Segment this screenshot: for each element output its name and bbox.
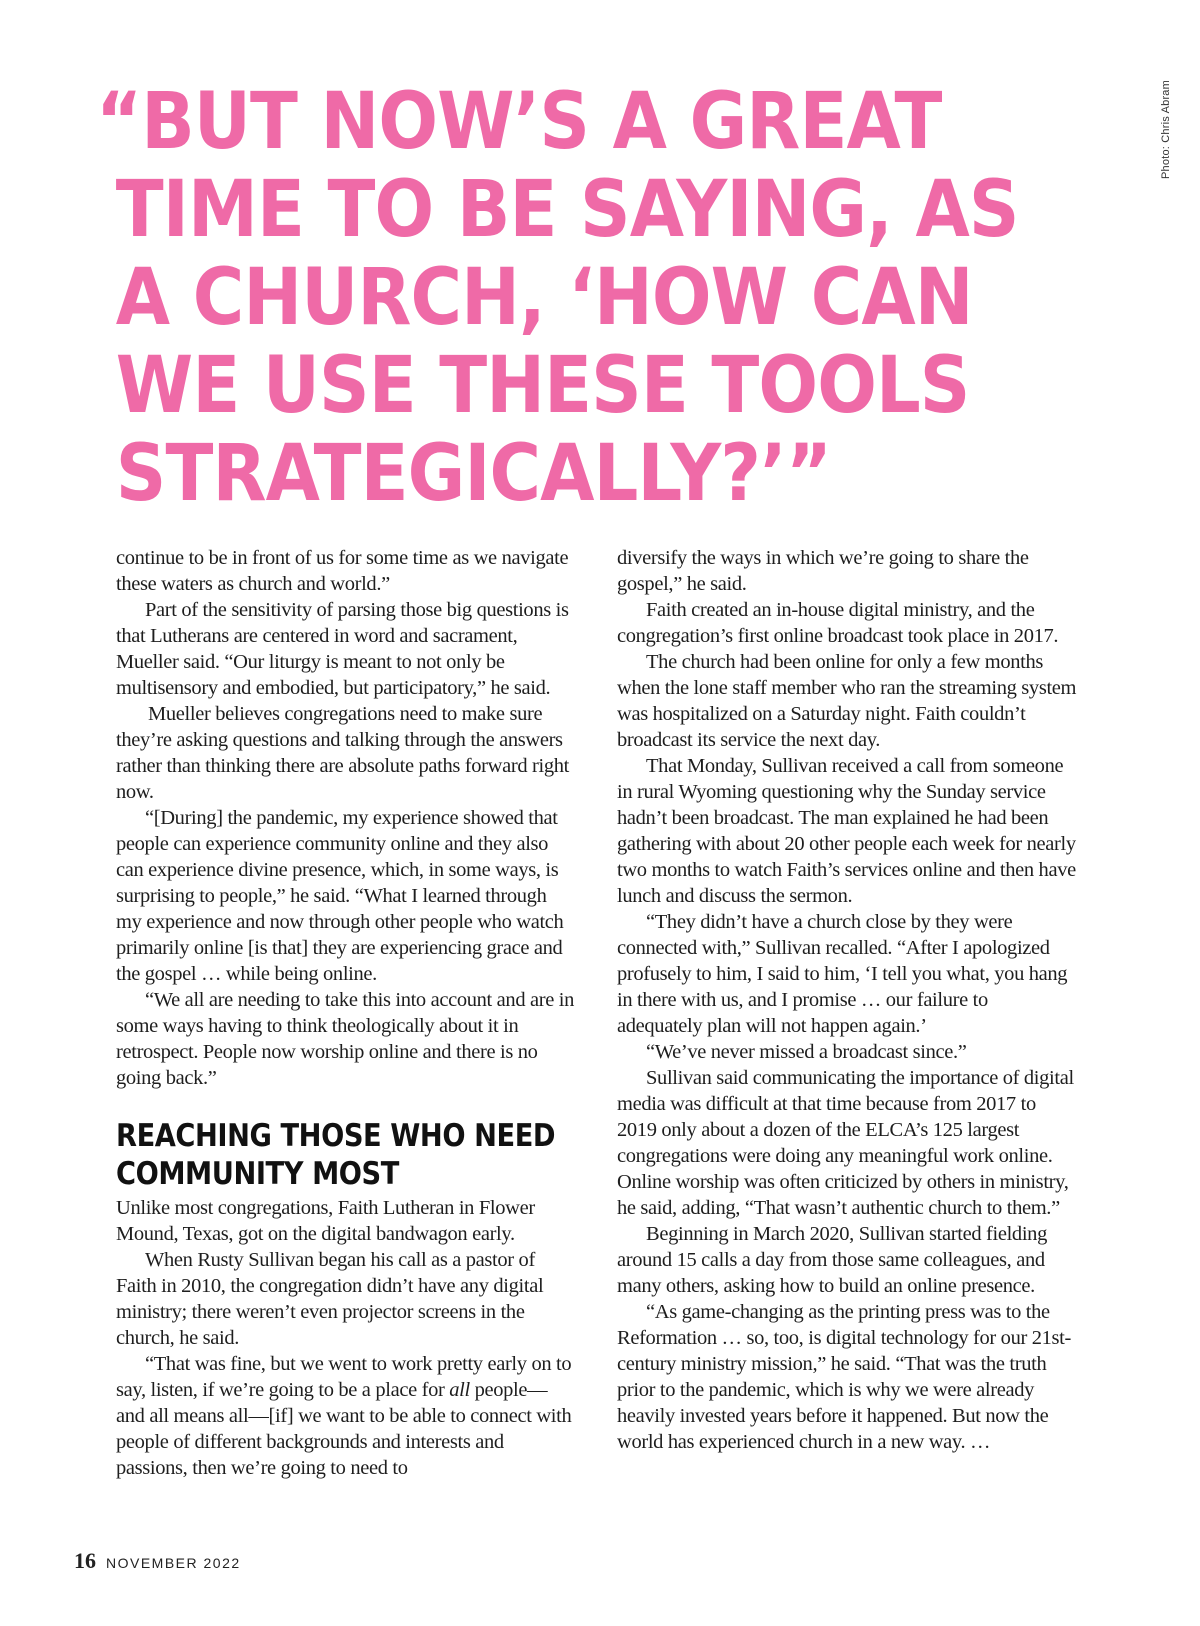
paragraph: Sullivan said communicating the importance of digital media was difficult at that time because from 2017 to 2019 only about a dozen of the ELCA’s 125 largest congregations were doing any meaningful work online. Online worship was often criticized by others in ministry, he said, adding, “That wasn’t authentic church to them.” <box>617 1067 1074 1219</box>
paragraph: Mueller believes congregations need to make sure they’re asking questions and talking through the answers rather than thinking there are absolute paths forward right now. <box>116 703 569 803</box>
issue-date: NOVEMBER 2022 <box>106 1555 241 1571</box>
paragraph: “We all are needing to take this into account and are in some ways having to think theologically about it in retrospect. People now worship online and there is no going back.” <box>116 989 574 1089</box>
pull-quote-line: WE USE THESE TOOLS <box>115 341 970 431</box>
paragraph: Unlike most congregations, Faith Lutheran in Flower Mound, Texas, got on the digital bandwagon early. <box>116 1197 535 1245</box>
pull-quote-line: A CHURCH, ‘HOW CAN <box>115 253 973 343</box>
emphasis-text: all <box>449 1379 470 1401</box>
photo-credit: Photo: Chris Abram <box>1160 80 1172 179</box>
section-subhead <box>116 1117 556 1193</box>
subhead-line: COMMUNITY MOST <box>116 1156 399 1192</box>
paragraph: The church had been online for only a few months when the lone staff member who ran the streaming system was hospitalized on a Saturday night. Faith couldn’t broadcast its service the next day. <box>617 651 1077 751</box>
paragraph: diversify the ways in which we’re going to share the gospel,” he said. <box>617 547 1029 595</box>
text-run: “That was fine, but we went to work pretty early on to say, listen, if we’re going to be a place for <box>116 1353 572 1401</box>
pull-quote-line: “BUT NOW’S A GREAT <box>96 77 942 167</box>
article-column-left <box>116 545 574 1481</box>
pull-quote <box>96 77 1019 519</box>
pull-quote-line: STRATEGICALLY?’” <box>115 429 832 519</box>
paragraph: “We’ve never missed a broadcast since.” <box>646 1041 967 1063</box>
paragraph: Beginning in March 2020, Sullivan started fielding around 15 calls a day from those same colleagues, and many others, asking how to build an online presence. <box>617 1223 1047 1297</box>
paragraph: Part of the sensitivity of parsing those big questions is that Lutherans are centered in word and sacrament, Mueller said. “Our liturgy is meant to not only be multisensory and embodied, but participatory,” he said. <box>116 599 569 699</box>
paragraph <box>116 1351 574 1481</box>
paragraph: Faith created an in-house digital ministry, and the congregation’s first online broadcast took place in 2017. <box>617 599 1059 647</box>
paragraph: “[During] the pandemic, my experience showed that people can experience community online and they also can experience divine presence, which, in some ways, is surprising to people,” he said. “What I learned through my experience and now through other people who watch primarily online [is that] they are experiencing grace and the gospel … while being online. <box>116 807 564 985</box>
article-column-right <box>617 545 1077 1455</box>
text-run: people—and all means all—[if] we want to be able to connect with people of different backgrounds and interests and passions, then we’re going to need to <box>116 1379 572 1479</box>
pull-quote-line: TIME TO BE SAYING, AS <box>115 165 1019 255</box>
paragraph: That Monday, Sullivan received a call from someone in rural Wyoming questioning why the Sunday service hadn’t been broadcast. The man explained he had been gathering with about 20 other people each week for nearly two months to watch Faith’s services online and then have lunch and discuss the sermon. <box>617 755 1076 907</box>
paragraph: When Rusty Sullivan began his call as a pastor of Faith in 2010, the congregation didn’t have any digital ministry; there weren’t even projector screens in the church, he said. <box>116 1249 544 1349</box>
subhead-line: REACHING THOSE WHO NEED <box>116 1118 556 1154</box>
paragraph: “As game-changing as the printing press was to the Reformation … so, too, is digital technology for our 21st-century ministry mission,” he said. “That was the truth prior to the pandemic, which is why we were already heavily invested years before it happened. But now the world has experienced church in a new way. … <box>617 1301 1071 1453</box>
page-number: 16 <box>74 1548 96 1573</box>
paragraph: continue to be in front of us for some time as we navigate these waters as church and world.” <box>116 547 569 595</box>
page-footer <box>74 1548 241 1574</box>
paragraph: “They didn’t have a church close by they were connected with,” Sullivan recalled. “After I apologized profusely to him, I said to him, ‘I tell you what, you hang in there with us, and I promise … our failure to adequately plan will not happen again.’ <box>617 911 1068 1037</box>
